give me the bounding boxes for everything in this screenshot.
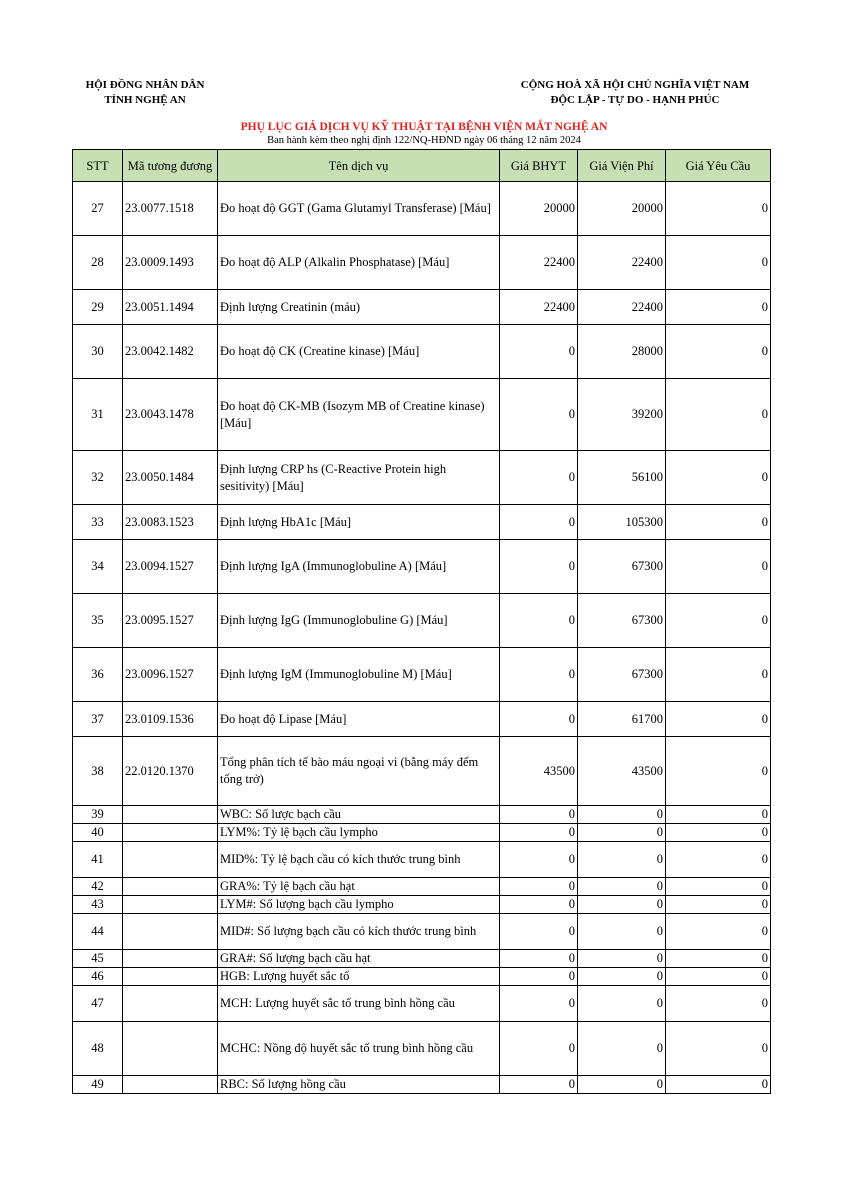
cell-code: 23.0083.1523 — [123, 505, 218, 540]
cell-stt: 37 — [73, 702, 123, 737]
col-header-service-name: Tên dịch vụ — [218, 150, 500, 182]
cell-hospital-price: 0 — [578, 842, 666, 878]
cell-bhyt-price: 0 — [500, 1022, 578, 1076]
cell-request-price: 0 — [666, 737, 771, 806]
cell-stt: 34 — [73, 540, 123, 594]
cell-hospital-price: 0 — [578, 950, 666, 968]
cell-service-name: Đo hoạt độ CK (Creatine kinase) [Máu] — [218, 325, 500, 379]
cell-hospital-price: 61700 — [578, 702, 666, 737]
cell-service-name: MID#: Số lượng bạch cầu có kích thước trung bình — [218, 914, 500, 950]
cell-bhyt-price: 0 — [500, 986, 578, 1022]
cell-stt: 47 — [73, 986, 123, 1022]
cell-request-price: 0 — [666, 1022, 771, 1076]
cell-hospital-price: 0 — [578, 878, 666, 896]
cell-code — [123, 878, 218, 896]
cell-request-price: 0 — [666, 914, 771, 950]
cell-service-name: Đo hoạt độ GGT (Gama Glutamyl Transferase) [Máu] — [218, 182, 500, 236]
table-row — [73, 648, 771, 702]
cell-hospital-price: 0 — [578, 914, 666, 950]
cell-code: 23.0042.1482 — [123, 325, 218, 379]
cell-hospital-price: 20000 — [578, 182, 666, 236]
cell-bhyt-price: 0 — [500, 702, 578, 737]
cell-service-name: Định lượng CRP hs (C-Reactive Protein high sesitivity) [Máu] — [218, 451, 500, 505]
cell-stt: 28 — [73, 236, 123, 290]
col-header-stt: STT — [73, 150, 123, 182]
cell-hospital-price: 67300 — [578, 648, 666, 702]
cell-stt: 49 — [73, 1076, 123, 1094]
table-row — [73, 325, 771, 379]
cell-request-price: 0 — [666, 896, 771, 914]
cell-request-price: 0 — [666, 968, 771, 986]
cell-code — [123, 950, 218, 968]
cell-hospital-price: 0 — [578, 1022, 666, 1076]
document-subtitle: Ban hành kèm theo nghị định 122/NQ-HĐND ngày 06 tháng 12 năm 2024 — [267, 135, 581, 146]
cell-bhyt-price: 0 — [500, 950, 578, 968]
cell-service-name: MCH: Lượng huyết sắc tố trung bình hồng cầu — [218, 986, 500, 1022]
cell-code: 23.0050.1484 — [123, 451, 218, 505]
table-row — [73, 950, 771, 968]
cell-service-name: Định lượng HbA1c [Máu] — [218, 505, 500, 540]
cell-bhyt-price: 43500 — [500, 737, 578, 806]
cell-request-price: 0 — [666, 878, 771, 896]
cell-service-name: RBC: Số lượng hồng cầu — [218, 1076, 500, 1094]
document-title: PHỤ LỤC GIÁ DỊCH VỤ KỸ THUẬT TẠI BỆNH VIỆN MẮT NGHỆ AN — [240, 121, 608, 133]
table-row — [73, 824, 771, 842]
cell-code: 23.0077.1518 — [123, 182, 218, 236]
table-header-row — [73, 150, 771, 182]
cell-code: 22.0120.1370 — [123, 737, 218, 806]
cell-code: 23.0096.1527 — [123, 648, 218, 702]
cell-bhyt-price: 0 — [500, 451, 578, 505]
table-row — [73, 236, 771, 290]
cell-bhyt-price: 22400 — [500, 290, 578, 325]
cell-service-name: Định lượng IgA (Immunoglobuline A) [Máu] — [218, 540, 500, 594]
cell-service-name: Đo hoạt độ ALP (Alkalin Phosphatase) [Máu] — [218, 236, 500, 290]
table-row — [73, 914, 771, 950]
cell-service-name: HGB: Lượng huyết sắc tố — [218, 968, 500, 986]
cell-hospital-price: 67300 — [578, 540, 666, 594]
price-table — [72, 149, 771, 1094]
cell-hospital-price: 0 — [578, 896, 666, 914]
cell-stt: 32 — [73, 451, 123, 505]
cell-request-price: 0 — [666, 986, 771, 1022]
cell-hospital-price: 0 — [578, 986, 666, 1022]
cell-bhyt-price: 0 — [500, 648, 578, 702]
cell-bhyt-price: 0 — [500, 1076, 578, 1094]
cell-service-name: Đo hoạt độ Lipase [Máu] — [218, 702, 500, 737]
cell-bhyt-price: 0 — [500, 842, 578, 878]
cell-hospital-price: 22400 — [578, 236, 666, 290]
cell-bhyt-price: 0 — [500, 594, 578, 648]
cell-stt: 41 — [73, 842, 123, 878]
cell-request-price: 0 — [666, 505, 771, 540]
cell-code: 23.0094.1527 — [123, 540, 218, 594]
table-row — [73, 806, 771, 824]
cell-hospital-price: 105300 — [578, 505, 666, 540]
table-row — [73, 505, 771, 540]
cell-service-name: GRA#: Số lượng bạch cầu hạt — [218, 950, 500, 968]
table-row — [73, 737, 771, 806]
cell-stt: 46 — [73, 968, 123, 986]
cell-service-name: LYM#: Số lượng bạch cầu lympho — [218, 896, 500, 914]
table-row — [73, 594, 771, 648]
cell-code: 23.0009.1493 — [123, 236, 218, 290]
cell-stt: 33 — [73, 505, 123, 540]
cell-request-price: 0 — [666, 290, 771, 325]
country-name: CỘNG HOÀ XÃ HỘI CHỦ NGHĨA VIỆT NAM — [520, 79, 750, 91]
cell-stt: 38 — [73, 737, 123, 806]
cell-service-name: Đo hoạt độ CK-MB (Isozym MB of Creatine kinase) [Máu] — [218, 379, 500, 451]
cell-hospital-price: 0 — [578, 1076, 666, 1094]
cell-code — [123, 806, 218, 824]
col-header-bhyt-price: Giá BHYT — [500, 150, 578, 182]
cell-request-price: 0 — [666, 379, 771, 451]
table-row — [73, 842, 771, 878]
cell-hospital-price: 39200 — [578, 379, 666, 451]
cell-service-name: MID%: Tỷ lệ bạch cầu có kích thước trung bình — [218, 842, 500, 878]
cell-stt: 43 — [73, 896, 123, 914]
col-header-request-price: Giá Yêu Cầu — [666, 150, 771, 182]
cell-code: 23.0043.1478 — [123, 379, 218, 451]
cell-hospital-price: 0 — [578, 824, 666, 842]
col-header-hospital-price: Giá Viện Phí — [578, 150, 666, 182]
cell-code: 23.0095.1527 — [123, 594, 218, 648]
cell-hospital-price: 0 — [578, 968, 666, 986]
cell-service-name: Định lượng IgM (Immunoglobuline M) [Máu] — [218, 648, 500, 702]
cell-hospital-price: 22400 — [578, 290, 666, 325]
cell-bhyt-price: 22400 — [500, 236, 578, 290]
cell-code — [123, 1022, 218, 1076]
cell-request-price: 0 — [666, 842, 771, 878]
table-row — [73, 540, 771, 594]
cell-stt: 35 — [73, 594, 123, 648]
cell-request-price: 0 — [666, 236, 771, 290]
cell-hospital-price: 28000 — [578, 325, 666, 379]
cell-stt: 31 — [73, 379, 123, 451]
cell-service-name: Tổng phân tích tế bào máu ngoại vi (bằng máy đếm tổng trở) — [218, 737, 500, 806]
cell-bhyt-price: 0 — [500, 806, 578, 824]
cell-request-price: 0 — [666, 824, 771, 842]
cell-stt: 36 — [73, 648, 123, 702]
cell-stt: 29 — [73, 290, 123, 325]
issuer-line-2: TỈNH NGHỆ AN — [104, 94, 186, 106]
national-motto-header — [480, 78, 790, 108]
cell-request-price: 0 — [666, 950, 771, 968]
cell-request-price: 0 — [666, 806, 771, 824]
table-row — [73, 878, 771, 896]
cell-request-price: 0 — [666, 702, 771, 737]
cell-request-price: 0 — [666, 1076, 771, 1094]
table-row — [73, 968, 771, 986]
cell-bhyt-price: 0 — [500, 914, 578, 950]
cell-stt: 44 — [73, 914, 123, 950]
cell-code: 23.0109.1536 — [123, 702, 218, 737]
cell-service-name: Định lượng Creatinin (máu) — [218, 290, 500, 325]
cell-bhyt-price: 0 — [500, 824, 578, 842]
cell-bhyt-price: 20000 — [500, 182, 578, 236]
table-row — [73, 182, 771, 236]
cell-code — [123, 1076, 218, 1094]
cell-bhyt-price: 0 — [500, 878, 578, 896]
cell-hospital-price: 67300 — [578, 594, 666, 648]
issuer-line-1: HỘI ĐỒNG NHÂN DÂN — [85, 79, 205, 91]
cell-stt: 40 — [73, 824, 123, 842]
col-header-code: Mã tương đương — [123, 150, 218, 182]
cell-request-price: 0 — [666, 325, 771, 379]
table-row — [73, 290, 771, 325]
cell-hospital-price: 43500 — [578, 737, 666, 806]
table-row — [73, 451, 771, 505]
cell-code — [123, 896, 218, 914]
cell-service-name: LYM%: Tỷ lệ bạch cầu lympho — [218, 824, 500, 842]
cell-request-price: 0 — [666, 451, 771, 505]
cell-bhyt-price: 0 — [500, 379, 578, 451]
cell-stt: 27 — [73, 182, 123, 236]
cell-stt: 30 — [73, 325, 123, 379]
table-row — [73, 986, 771, 1022]
cell-stt: 39 — [73, 806, 123, 824]
issuer-header — [60, 78, 230, 108]
cell-code — [123, 968, 218, 986]
motto: ĐỘC LẬP - TỰ DO - HẠNH PHÚC — [550, 94, 720, 106]
cell-request-price: 0 — [666, 540, 771, 594]
cell-bhyt-price: 0 — [500, 968, 578, 986]
cell-service-name: Định lượng IgG (Immunoglobuline G) [Máu] — [218, 594, 500, 648]
cell-code — [123, 824, 218, 842]
cell-code — [123, 842, 218, 878]
table-row — [73, 1076, 771, 1094]
cell-bhyt-price: 0 — [500, 505, 578, 540]
cell-request-price: 0 — [666, 648, 771, 702]
cell-stt: 42 — [73, 878, 123, 896]
cell-service-name: WBC: Số lược bạch cầu — [218, 806, 500, 824]
table-row — [73, 1022, 771, 1076]
cell-code — [123, 986, 218, 1022]
cell-bhyt-price: 0 — [500, 896, 578, 914]
cell-bhyt-price: 0 — [500, 325, 578, 379]
table-row — [73, 896, 771, 914]
cell-request-price: 0 — [666, 182, 771, 236]
cell-service-name: MCHC: Nồng độ huyết sắc tố trung bình hồng cầu — [218, 1022, 500, 1076]
cell-code — [123, 914, 218, 950]
cell-hospital-price: 0 — [578, 806, 666, 824]
cell-code: 23.0051.1494 — [123, 290, 218, 325]
table-row — [73, 702, 771, 737]
cell-bhyt-price: 0 — [500, 540, 578, 594]
cell-service-name: GRA%: Tỷ lệ bạch cầu hạt — [218, 878, 500, 896]
cell-hospital-price: 56100 — [578, 451, 666, 505]
cell-stt: 48 — [73, 1022, 123, 1076]
cell-stt: 45 — [73, 950, 123, 968]
cell-request-price: 0 — [666, 594, 771, 648]
table-row — [73, 379, 771, 451]
